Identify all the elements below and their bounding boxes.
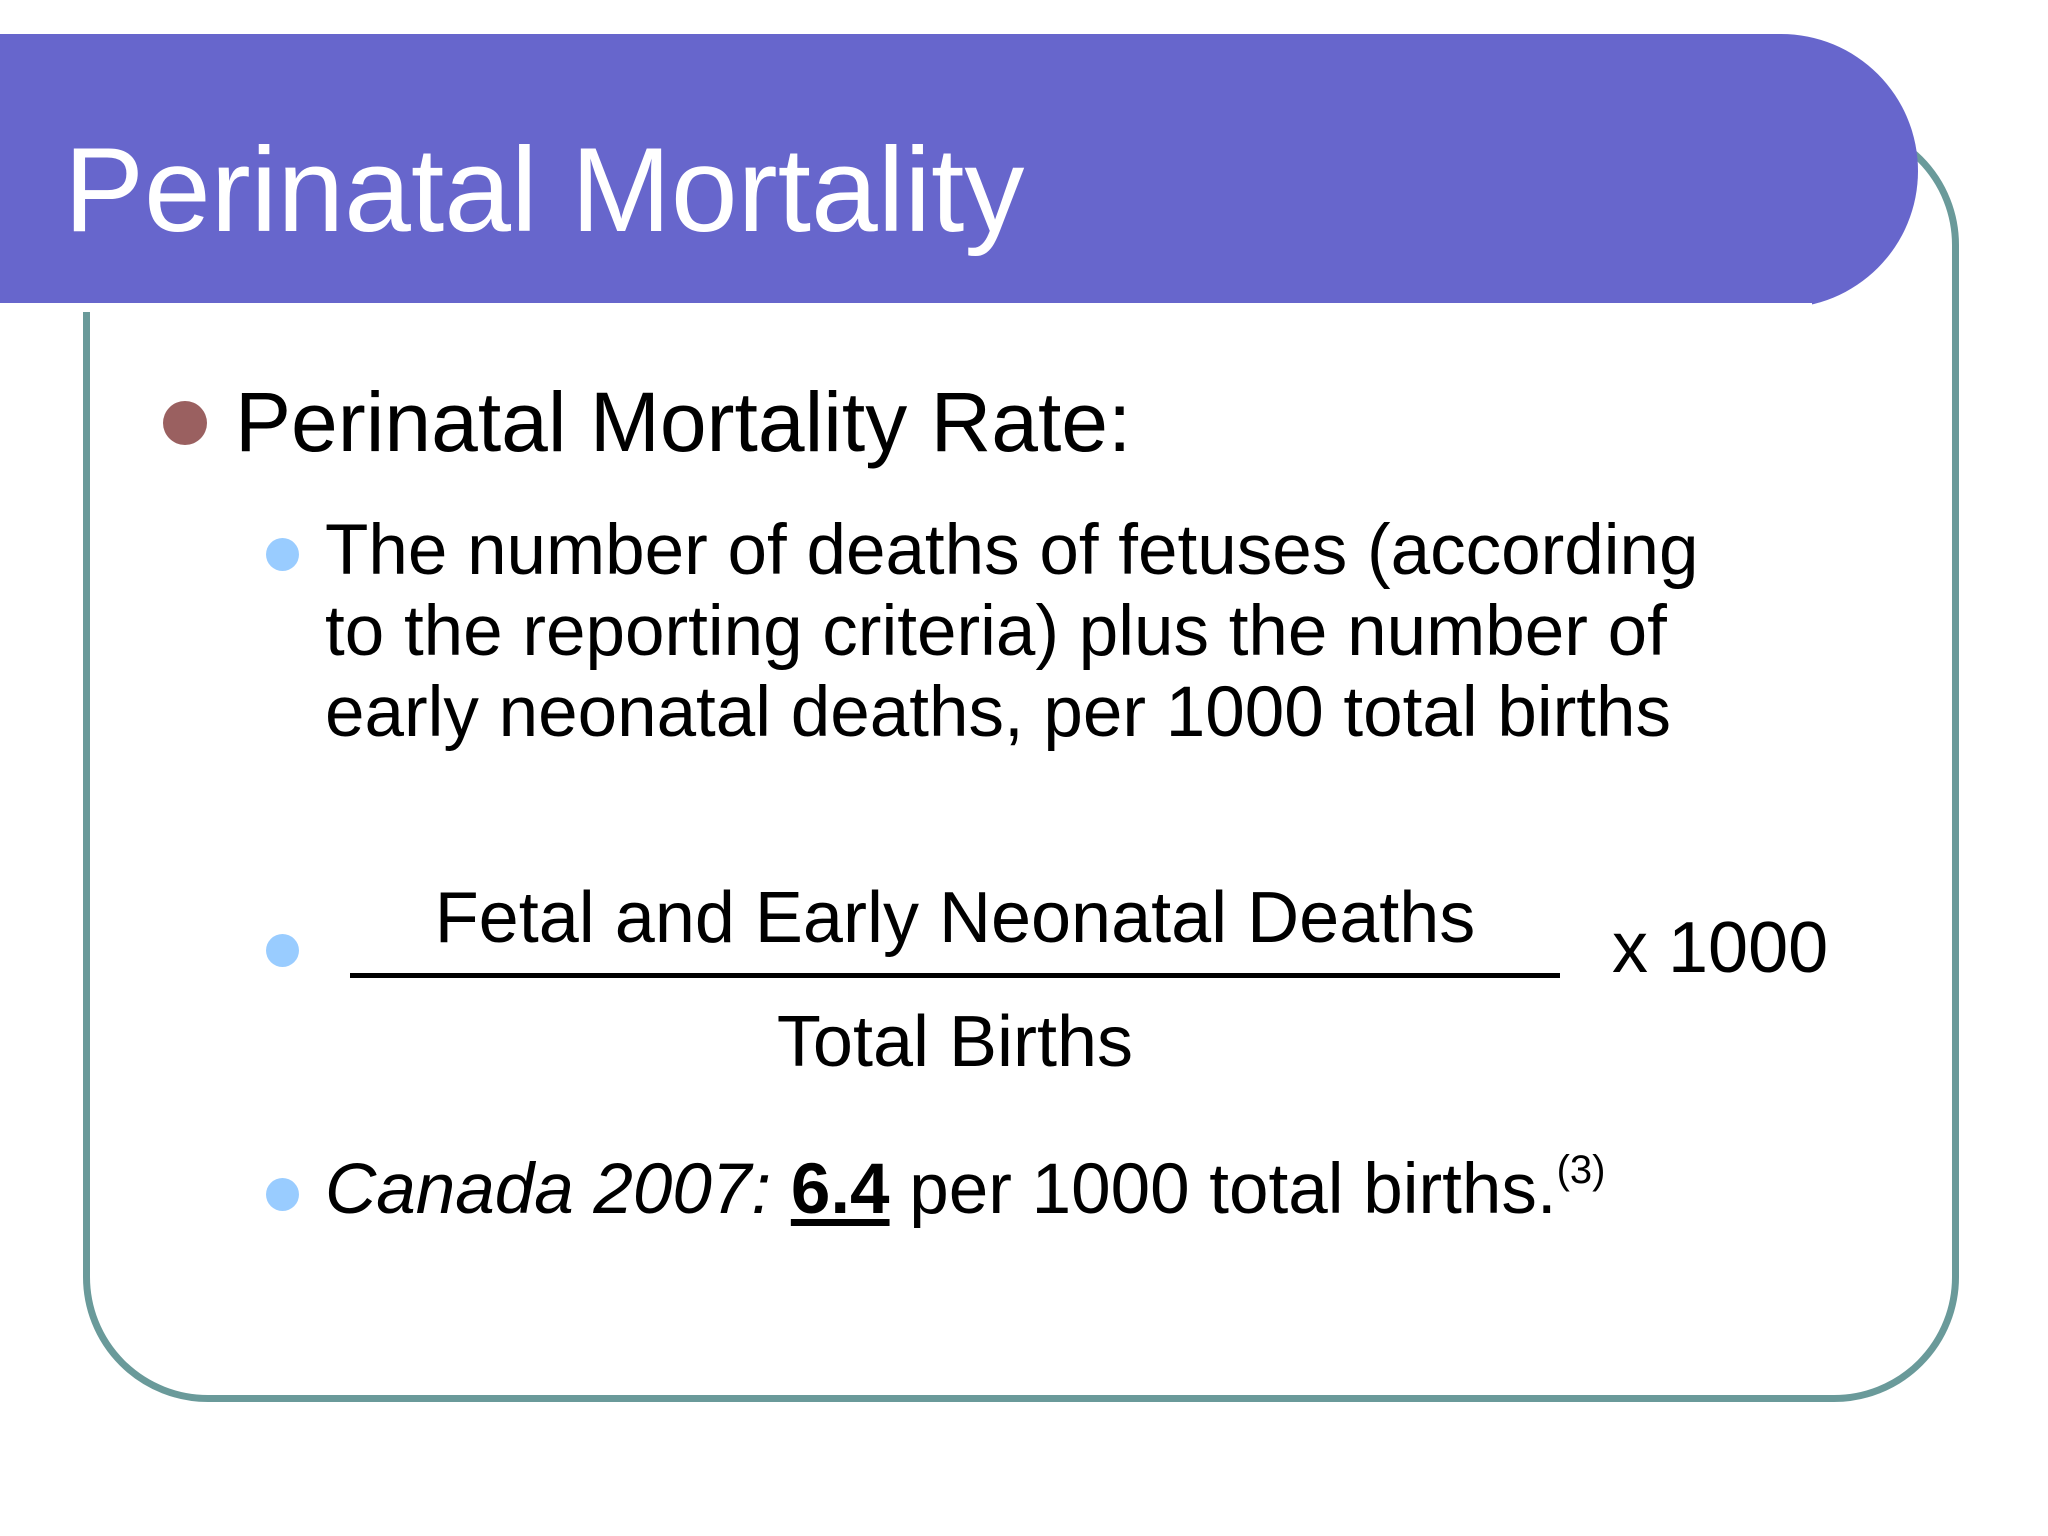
title-bar [0, 34, 1918, 308]
definition-line: The number of deaths of fetuses (according [325, 511, 1699, 590]
bullet-dot-definition [266, 538, 299, 571]
definition-line: early neonatal deaths, per 1000 total births [325, 673, 1671, 752]
slide-title: Perinatal Mortality [64, 123, 1025, 257]
bullet-heading: Perinatal Mortality Rate: [235, 375, 1132, 469]
definition-text [325, 510, 1925, 753]
formula-denominator: Total Births [776, 1002, 1134, 1082]
statistic-value: 6.4 [790, 1150, 890, 1229]
statistic-line [325, 1148, 1605, 1232]
statistic-lead: Canada 2007: [325, 1150, 772, 1229]
title-underline-rule [0, 303, 1812, 312]
formula-multiplier: x 1000 [1612, 908, 1829, 988]
citation-marker: (3) [1556, 1148, 1606, 1192]
bullet-dot-formula [266, 934, 299, 967]
statistic-rest: per 1000 total births. [909, 1150, 1557, 1229]
formula-fraction-bar [350, 973, 1560, 978]
bullet-dot-level1 [163, 401, 207, 445]
definition-line: to the reporting criteria) plus the number of [325, 592, 1667, 671]
bullet-dot-statistic [266, 1178, 299, 1211]
formula-numerator: Fetal and Early Neonatal Deaths [434, 878, 1476, 958]
